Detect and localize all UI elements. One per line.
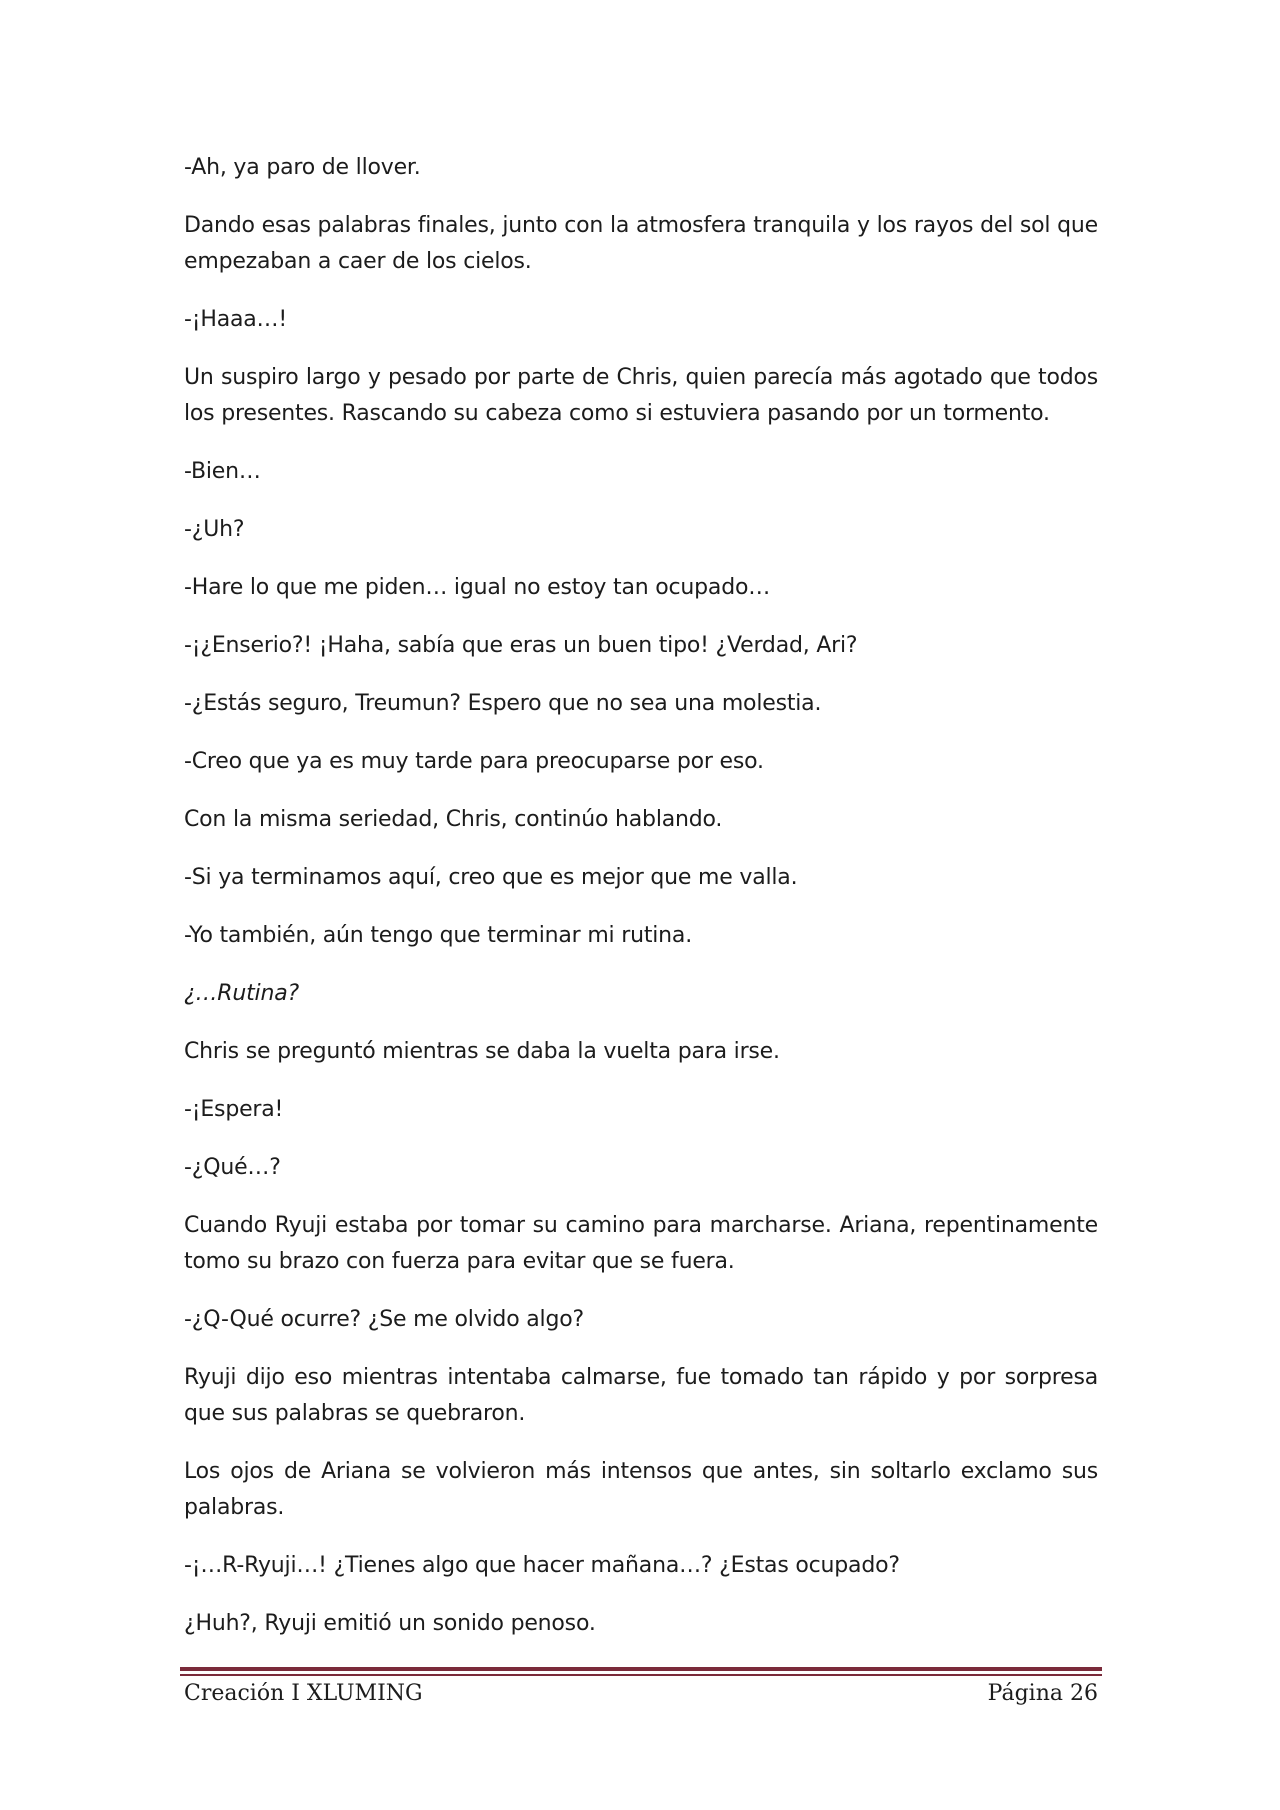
paragraph: ¿…Rutina? [184, 981, 299, 1006]
paragraph: -¡¿Enserio?! ¡Haha, sabía que eras un buen tipo! ¿Verdad, Ari? [184, 633, 858, 658]
paragraph: Un suspiro largo y pesado por parte de Chris, quien parecía más agotado que todos los presentes. Rascando su cabeza como si estuviera pasando por un tormento. [184, 365, 1098, 426]
paragraph: Con la misma seriedad, Chris, continúo hablando. [184, 807, 723, 832]
paragraph: Los ojos de Ariana se volvieron más intensos que antes, sin soltarlo exclamo sus palabras. [184, 1459, 1098, 1520]
paragraph: -Hare lo que me piden… igual no estoy tan ocupado… [184, 575, 771, 600]
paragraph: -¿Uh? [184, 517, 245, 542]
paragraph: -Bien… [184, 459, 261, 484]
paragraph: -Ah, ya paro de llover. [184, 155, 421, 180]
paragraph: -¡Espera! [184, 1097, 284, 1122]
paragraph: -¡Haaa…! [184, 307, 287, 332]
paragraph: -¿Qué…? [184, 1155, 281, 1180]
paragraph: Chris se preguntó mientras se daba la vuelta para irse. [184, 1039, 780, 1064]
paragraph: -¿Estás seguro, Treumun? Espero que no sea una molestia. [184, 691, 822, 716]
footer-rule-thin [180, 1674, 1102, 1676]
paragraph: Cuando Ryuji estaba por tomar su camino para marcharse. Ariana, repentinamente tomo su brazo con fuerza para evitar que se fuera. [184, 1213, 1098, 1274]
body-text [184, 150, 1098, 1664]
paragraph: ¿Huh?, Ryuji emitió un sonido penoso. [184, 1611, 596, 1636]
paragraph: -Yo también, aún tengo que terminar mi rutina. [184, 923, 693, 948]
page-footer [184, 1681, 1098, 1713]
page-number: Página 26 [987, 1681, 1098, 1706]
footer-rule-thick [180, 1667, 1102, 1671]
paragraph: -Si ya terminamos aquí, creo que es mejor que me valla. [184, 865, 798, 890]
paragraph: Ryuji dijo eso mientras intentaba calmarse, fue tomado tan rápido y por sorpresa que sus palabras se quebraron. [184, 1365, 1098, 1426]
paragraph: Dando esas palabras finales, junto con la atmosfera tranquila y los rayos del sol que empezaban a caer de los cielos. [184, 213, 1098, 274]
footer-author: Creación I XLUMING [184, 1681, 423, 1706]
footer-rule [180, 1667, 1102, 1677]
paragraph: -Creo que ya es muy tarde para preocuparse por eso. [184, 749, 764, 774]
paragraph: -¿Q-Qué ocurre? ¿Se me olvido algo? [184, 1307, 584, 1332]
paragraph: -¡…R-Ryuji…! ¿Tienes algo que hacer mañana…? ¿Estas ocupado? [184, 1553, 900, 1578]
